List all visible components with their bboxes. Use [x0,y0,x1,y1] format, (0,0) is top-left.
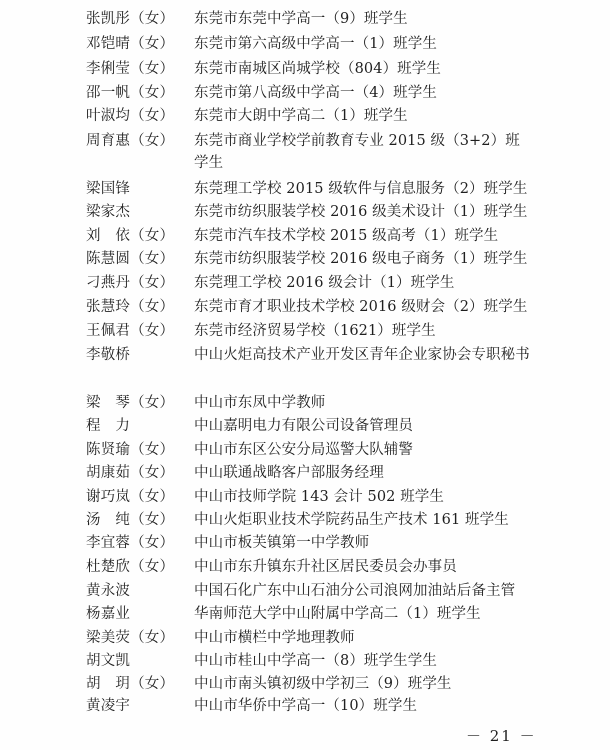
person-name: 陈贤瑜（女） [86,442,175,458]
person-name: 邓铠晴（女） [86,36,175,52]
person-name: 黄永波 [86,583,131,599]
person-name: 梁家杰 [86,204,131,220]
person-description: 中国石化广东中山石油分公司浪网加油站后备主管 [194,583,516,599]
person-description: 东莞市东莞中学高一（9）班学生 [194,11,408,27]
person-description: 东莞理工学校 2016 级会计（1）班学生 [194,275,455,291]
person-description: 东莞市纺织服装学校 2016 级电子商务（1）班学生 [194,251,528,267]
person-description: 中山市东凤中学教师 [194,395,326,411]
person-description: 华南师范大学中山附属中学高二（1）班学生 [194,606,481,622]
person-name: 叶淑均（女） [86,108,175,124]
person-name: 刁燕丹（女） [86,275,175,291]
person-name: 张凯彤（女） [86,11,175,27]
person-description: 中山市南头镇初级中学初三（9）班学生 [194,676,452,692]
person-description: 中山市技师学院 143 会计 502 班学生 [194,489,444,505]
person-name: 李宜蓉（女） [86,535,175,551]
person-name: 杜楚欣（女） [86,559,175,575]
page-number: － 21 － [466,727,537,745]
person-description: 中山联通战略客户部服务经理 [194,465,384,481]
person-name: 胡 玥（女） [86,676,175,692]
person-description: 中山火炬高技术产业开发区青年企业家协会专职秘书 [194,347,530,363]
person-name: 刘 依（女） [86,228,175,244]
person-description: 东莞市南城区尚城学校（804）班学生 [194,61,441,77]
person-description: 中山市东升镇东升社区居民委员会办事员 [194,559,457,575]
person-name: 张慧玲（女） [86,299,175,315]
person-name: 邵一帆（女） [86,85,175,101]
person-name: 胡康茹（女） [86,465,175,481]
person-description: 中山市横栏中学地理教师 [194,630,355,646]
person-name: 程 力 [86,418,131,434]
person-name: 李敬桥 [86,347,131,363]
person-description: 东莞市第八高级中学高一（4）班学生 [194,85,437,101]
person-description: 中山市华侨中学高一（10）班学生 [194,698,418,714]
person-name: 杨嘉业 [86,606,131,622]
person-name: 李俐莹（女） [86,61,175,77]
person-description: 中山市板芙镇第一中学教师 [194,535,370,551]
person-description: 中山市东区公安分局巡警大队辅警 [194,442,413,458]
person-description: 东莞理工学校 2015 级软件与信息服务（2）班学生 [194,181,528,197]
person-name: 梁 琴（女） [86,395,175,411]
person-name: 周育惠（女） [86,133,175,149]
person-description: 东莞市纺织服装学校 2016 级美术设计（1）班学生 [194,204,528,220]
person-description: 东莞市第六高级中学高一（1）班学生 [194,36,437,52]
person-name: 汤 纯（女） [86,512,175,528]
person-description: 中山嘉明电力有限公司设备管理员 [194,418,413,434]
person-name: 谢巧岚（女） [86,489,175,505]
person-name: 王佩君（女） [86,323,175,339]
person-name: 梁美荧（女） [86,630,175,646]
person-name: 黄凌宇 [86,698,131,714]
person-description: 中山火炬职业技术学院药品生产技术 161 班学生 [194,512,509,528]
person-description: 东莞市育才职业技术学校 2016 级财会（2）班学生 [194,299,528,315]
person-name: 梁国锋 [86,181,131,197]
person-name: 陈慧圆（女） [86,251,175,267]
person-description: 东莞市经济贸易学校（1621）班学生 [194,323,436,339]
person-description: 东莞市汽车技术学校 2015 级高考（1）班学生 [194,228,499,244]
person-description: 东莞市商业学校学前教育专业 2015 级（3+2）班学生 [194,133,520,171]
person-description: 中山市桂山中学高一（8）班学生学生 [194,653,437,669]
person-description: 东莞市大朗中学高二（1）班学生 [194,108,408,124]
person-name: 胡文凯 [86,653,131,669]
